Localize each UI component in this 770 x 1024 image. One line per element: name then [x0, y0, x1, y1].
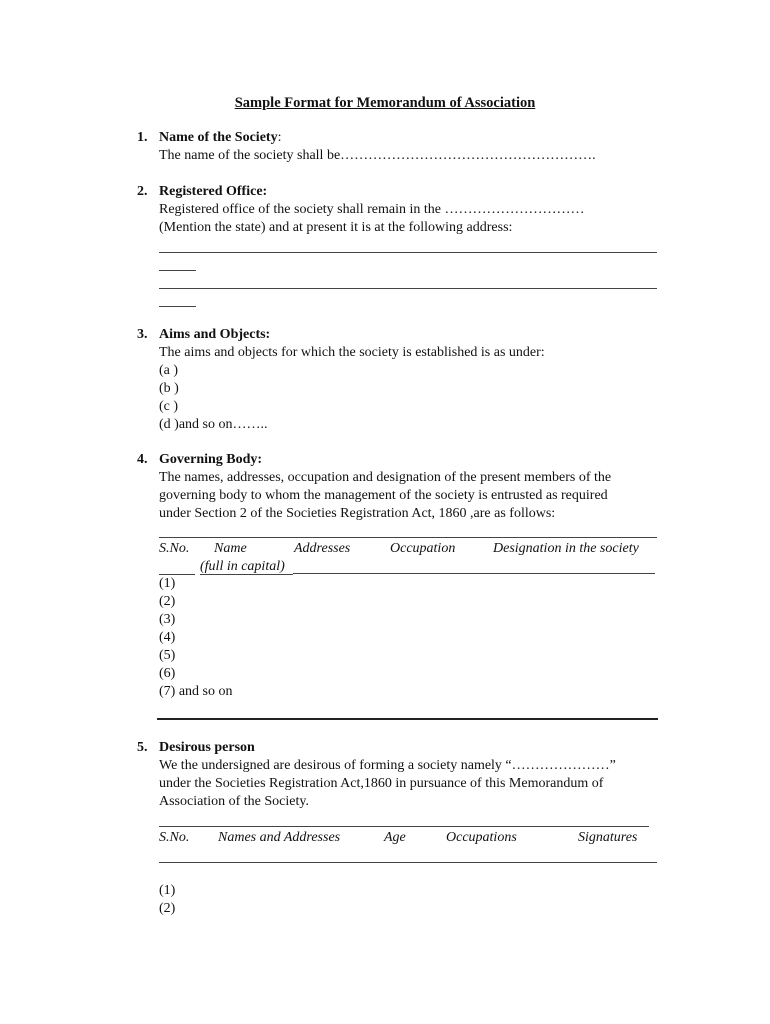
- aim-item-a: (a ): [159, 363, 179, 378]
- desirous-header-signatures: Signatures: [578, 830, 638, 845]
- section-4-line-3: under Section 2 of the Societies Registration Act, 1860 ,are as follows:: [159, 506, 556, 521]
- governing-header-occupation: Occupation: [390, 541, 456, 556]
- governing-header-addresses: Addresses: [294, 541, 351, 556]
- governing-table-bottom-rule: [157, 718, 658, 720]
- section-2-line-2: (Mention the state) and at present it is at the following address:: [159, 220, 513, 235]
- desirous-header-age: Age: [384, 830, 406, 845]
- governing-header-sno: S.No.: [159, 541, 190, 556]
- section-2-line-1: Registered office of the society shall remain in the …………………………: [159, 202, 585, 217]
- section-4-heading: Governing Body:: [159, 452, 263, 467]
- document-title: Sample Format for Memorandum of Association: [234, 95, 536, 111]
- section-4-number: 4.: [137, 452, 148, 467]
- desirous-header-names-addresses: Names and Addresses: [218, 830, 341, 845]
- governing-table-top-rule: [159, 537, 657, 538]
- section-1-heading-text: Name of the Society: [159, 130, 278, 145]
- aim-item-d: (d )and so on……..: [159, 417, 268, 432]
- section-3-number: 3.: [137, 327, 148, 342]
- section-2-heading: Registered Office:: [159, 184, 268, 199]
- address-line-2: [159, 288, 657, 289]
- governing-row-4: (4): [159, 630, 176, 645]
- section-4-line-1: The names, addresses, occupation and designation of the present members of the: [159, 470, 612, 485]
- governing-header-underline-right: [293, 573, 655, 574]
- section-2-number: 2.: [137, 184, 148, 199]
- governing-header-name-sub: (full in capital): [200, 559, 285, 574]
- governing-row-2: (2): [159, 594, 176, 609]
- governing-row-5: (5): [159, 648, 176, 663]
- aim-item-c: (c ): [159, 399, 179, 414]
- desirous-table-header-rule: [159, 862, 657, 863]
- section-1-line: The name of the society shall be……………………………………………….: [159, 148, 596, 163]
- desirous-table-top-rule: [159, 826, 649, 827]
- desirous-header-sno: S.No.: [159, 830, 190, 845]
- section-1-heading-colon: :: [277, 130, 282, 145]
- address-line-1-stub: [159, 270, 196, 271]
- section-5-number: 5.: [137, 740, 148, 755]
- section-3-heading: Aims and Objects:: [159, 327, 271, 342]
- section-5-line-2: under the Societies Registration Act,1860 in pursuance of this Memorandum of: [159, 776, 604, 791]
- section-1-heading: [159, 129, 281, 147]
- desirous-row-1: (1): [159, 883, 176, 898]
- governing-header-designation: Designation in the society: [493, 541, 639, 556]
- governing-row-6: (6): [159, 666, 176, 681]
- section-4-line-2: governing body to whom the management of the society is entrusted as required: [159, 488, 608, 503]
- governing-row-7: (7) and so on: [159, 684, 233, 699]
- governing-header-underline-mid: [200, 574, 293, 575]
- section-5-heading: Desirous person: [159, 740, 255, 755]
- desirous-row-2: (2): [159, 901, 176, 916]
- desirous-header-occupations: Occupations: [446, 830, 517, 845]
- section-1-number: 1.: [137, 130, 148, 145]
- address-line-1: [159, 252, 657, 253]
- aim-item-b: (b ): [159, 381, 179, 396]
- governing-header-name: Name: [214, 541, 247, 556]
- governing-row-1: (1): [159, 576, 176, 591]
- section-5-line-3: Association of the Society.: [159, 794, 309, 809]
- governing-row-3: (3): [159, 612, 176, 627]
- section-5-line-1: We the undersigned are desirous of forming a society namely “…………………”: [159, 758, 616, 773]
- address-line-2-stub: [159, 306, 196, 307]
- section-3-line: The aims and objects for which the society is established is as under:: [159, 345, 545, 360]
